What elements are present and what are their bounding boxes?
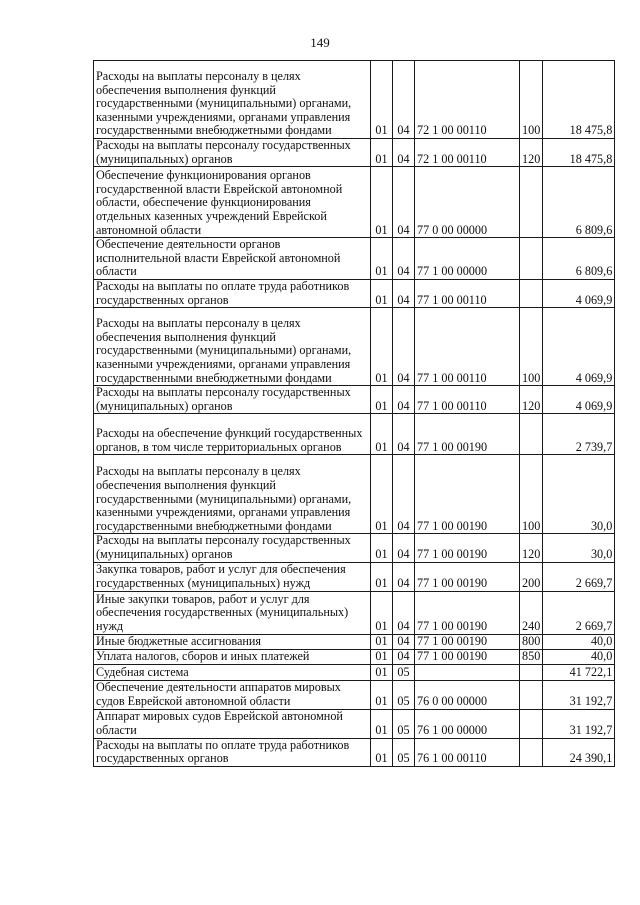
amount-value: 4 069,9 <box>543 279 615 307</box>
amount-value: 6 809,6 <box>543 167 615 238</box>
section-code: 01 <box>371 562 393 591</box>
expense-description: Обеспечение функционирования органов государственной власти Еврейской автономной области, обеспечение функционирования отдельных казенных учреждений Еврейской автономной области <box>94 167 371 238</box>
expense-type-code: 800 <box>520 634 543 649</box>
target-article-code: 76 1 00 00000 <box>415 709 520 738</box>
section-code: 01 <box>371 664 393 680</box>
target-article-code: 77 1 00 00110 <box>415 386 520 414</box>
table-row <box>94 139 615 167</box>
subsection-code: 04 <box>393 279 415 307</box>
section-code: 01 <box>371 279 393 307</box>
table-row <box>94 308 615 386</box>
section-code: 01 <box>371 308 393 386</box>
subsection-code: 04 <box>393 238 415 280</box>
expense-type-code <box>520 279 543 307</box>
section-code: 01 <box>371 61 393 139</box>
expense-description: Уплата налогов, сборов и иных платежей <box>94 649 371 664</box>
expense-description: Обеспечение деятельности органов исполнительной власти Еврейской автономной области <box>94 238 371 280</box>
expense-type-code: 100 <box>520 455 543 534</box>
target-article-code: 77 1 00 00190 <box>415 649 520 664</box>
expense-description: Расходы на выплаты по оплате труда работников государственных органов <box>94 738 371 766</box>
target-article-code: 77 1 00 00190 <box>415 455 520 534</box>
table-row <box>94 534 615 562</box>
section-code: 01 <box>371 139 393 167</box>
amount-value: 2 669,7 <box>543 591 615 634</box>
expense-type-code: 200 <box>520 562 543 591</box>
target-article-code: 77 1 00 00190 <box>415 562 520 591</box>
expense-description: Расходы на обеспечение функций государственных органов, в том числе территориальных органов <box>94 414 371 455</box>
expense-type-code <box>520 680 543 709</box>
expense-type-code: 850 <box>520 649 543 664</box>
expense-description: Расходы на выплаты персоналу государственных (муниципальных) органов <box>94 139 371 167</box>
subsection-code: 04 <box>393 386 415 414</box>
amount-value: 24 390,1 <box>543 738 615 766</box>
subsection-code: 04 <box>393 61 415 139</box>
amount-value: 31 192,7 <box>543 680 615 709</box>
section-code: 01 <box>371 455 393 534</box>
target-article-code <box>415 664 520 680</box>
target-article-code: 72 1 00 00110 <box>415 139 520 167</box>
expense-type-code: 120 <box>520 534 543 562</box>
target-article-code: 77 1 00 00190 <box>415 591 520 634</box>
target-article-code: 76 0 00 00000 <box>415 680 520 709</box>
subsection-code: 04 <box>393 139 415 167</box>
subsection-code: 04 <box>393 414 415 455</box>
amount-value: 40,0 <box>543 634 615 649</box>
table-row <box>94 414 615 455</box>
table-row <box>94 709 615 738</box>
expense-type-code: 120 <box>520 139 543 167</box>
expense-description: Судебная система <box>94 664 371 680</box>
amount-value: 30,0 <box>543 534 615 562</box>
subsection-code: 04 <box>393 455 415 534</box>
expense-description: Расходы на выплаты персоналу государственных (муниципальных) органов <box>94 534 371 562</box>
subsection-code: 05 <box>393 738 415 766</box>
target-article-code: 77 1 00 00190 <box>415 414 520 455</box>
expense-description: Иные бюджетные ассигнования <box>94 634 371 649</box>
section-code: 01 <box>371 238 393 280</box>
amount-value: 4 069,9 <box>543 386 615 414</box>
table-row <box>94 649 615 664</box>
budget-table-body <box>94 61 615 767</box>
expense-type-code <box>520 664 543 680</box>
amount-value: 2 669,7 <box>543 562 615 591</box>
expense-type-code: 240 <box>520 591 543 634</box>
section-code: 01 <box>371 591 393 634</box>
table-row <box>94 386 615 414</box>
expense-description: Расходы на выплаты персоналу государственных (муниципальных) органов <box>94 386 371 414</box>
expense-description: Обеспечение деятельности аппаратов мировых судов Еврейской автономной области <box>94 680 371 709</box>
amount-value: 4 069,9 <box>543 308 615 386</box>
expense-type-code <box>520 238 543 280</box>
subsection-code: 04 <box>393 634 415 649</box>
section-code: 01 <box>371 709 393 738</box>
table-row <box>94 61 615 139</box>
section-code: 01 <box>371 738 393 766</box>
target-article-code: 76 1 00 00110 <box>415 738 520 766</box>
target-article-code: 77 1 00 00110 <box>415 279 520 307</box>
amount-value: 18 475,8 <box>543 139 615 167</box>
target-article-code: 77 1 00 00110 <box>415 308 520 386</box>
expense-description: Аппарат мировых судов Еврейской автономной области <box>94 709 371 738</box>
expense-type-code: 100 <box>520 61 543 139</box>
table-row <box>94 738 615 766</box>
subsection-code: 05 <box>393 680 415 709</box>
table-row <box>94 167 615 238</box>
table-row <box>94 455 615 534</box>
table-row <box>94 238 615 280</box>
section-code: 01 <box>371 534 393 562</box>
expense-description: Закупка товаров, работ и услуг для обеспечения государственных (муниципальных) нужд <box>94 562 371 591</box>
table-row <box>94 562 615 591</box>
subsection-code: 04 <box>393 591 415 634</box>
expense-type-code: 120 <box>520 386 543 414</box>
expense-description: Расходы на выплаты персоналу в целях обеспечения выполнения функций государственными (муниципальными) органами, казенными учреждениями, органами управления государственными внебюджетными фондами <box>94 61 371 139</box>
amount-value: 18 475,8 <box>543 61 615 139</box>
amount-value: 40,0 <box>543 649 615 664</box>
subsection-code: 04 <box>393 649 415 664</box>
section-code: 01 <box>371 680 393 709</box>
expense-type-code <box>520 738 543 766</box>
amount-value: 31 192,7 <box>543 709 615 738</box>
subsection-code: 05 <box>393 709 415 738</box>
subsection-code: 04 <box>393 534 415 562</box>
table-row <box>94 279 615 307</box>
page-number: 149 <box>310 35 330 50</box>
expense-description: Расходы на выплаты персоналу в целях обеспечения выполнения функций государственными (муниципальными) органами, казенными учреждениями, органами управления государственными внебюджетными фондами <box>94 308 371 386</box>
expense-description: Расходы на выплаты персоналу в целях обеспечения выполнения функций государственными (муниципальными) органами, казенными учреждениями, органами управления государственными внебюджетными фондами <box>94 455 371 534</box>
amount-value: 41 722,1 <box>543 664 615 680</box>
table-row <box>94 591 615 634</box>
amount-value: 6 809,6 <box>543 238 615 280</box>
expense-description: Иные закупки товаров, работ и услуг для обеспечения государственных (муниципальных) нужд <box>94 591 371 634</box>
section-code: 01 <box>371 167 393 238</box>
expense-type-code: 100 <box>520 308 543 386</box>
target-article-code: 77 1 00 00190 <box>415 634 520 649</box>
subsection-code: 05 <box>393 664 415 680</box>
subsection-code: 04 <box>393 308 415 386</box>
section-code: 01 <box>371 386 393 414</box>
table-row <box>94 680 615 709</box>
expense-type-code <box>520 414 543 455</box>
table-row <box>94 634 615 649</box>
subsection-code: 04 <box>393 562 415 591</box>
target-article-code: 77 0 00 00000 <box>415 167 520 238</box>
target-article-code: 72 1 00 00110 <box>415 61 520 139</box>
target-article-code: 77 1 00 00190 <box>415 534 520 562</box>
expense-type-code <box>520 167 543 238</box>
target-article-code: 77 1 00 00000 <box>415 238 520 280</box>
amount-value: 2 739,7 <box>543 414 615 455</box>
subsection-code: 04 <box>393 167 415 238</box>
amount-value: 30,0 <box>543 455 615 534</box>
budget-table <box>93 60 615 767</box>
expense-type-code <box>520 709 543 738</box>
table-row <box>94 664 615 680</box>
section-code: 01 <box>371 634 393 649</box>
section-code: 01 <box>371 649 393 664</box>
expense-description: Расходы на выплаты по оплате труда работников государственных органов <box>94 279 371 307</box>
section-code: 01 <box>371 414 393 455</box>
